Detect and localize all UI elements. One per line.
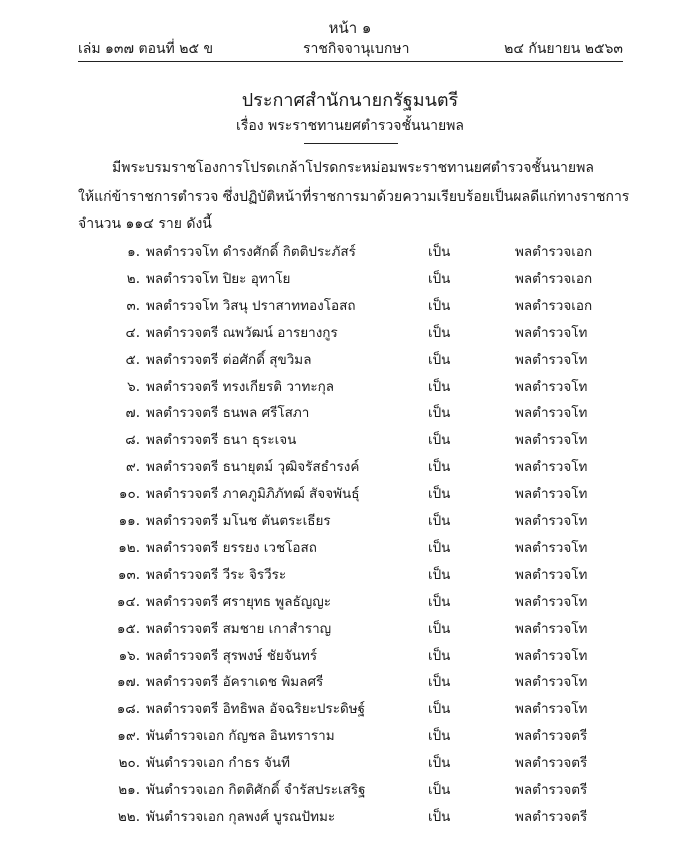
officer-name: พลตำรวจตรี มโนช ตันตระเธียร bbox=[146, 513, 331, 529]
officer-name: พลตำรวจตรี ณพวัฒน์ อารยางกูร bbox=[146, 324, 338, 341]
new-rank: พลตำรวจโท bbox=[515, 674, 588, 691]
officer-name: พลตำรวจตรี สมชาย เกาสำราญ bbox=[146, 620, 332, 637]
list-item bbox=[0, 697, 700, 723]
connector-word: เป็น bbox=[428, 566, 451, 583]
new-rank: พลตำรวจโท bbox=[515, 513, 588, 529]
connector-word: เป็น bbox=[428, 808, 451, 825]
list-item bbox=[0, 644, 700, 670]
officer-name: พลตำรวจตรี ธนพล ศรีโสภา bbox=[146, 405, 310, 422]
item-number: ๘. bbox=[125, 432, 140, 449]
item-number: ๙. bbox=[125, 459, 140, 476]
officer-name: พลตำรวจตรี ต่อศักดิ์ สุขวิมล bbox=[146, 351, 312, 368]
publication-name: ราชกิจจานุเบกษา bbox=[303, 41, 410, 57]
new-rank: พลตำรวจโท bbox=[515, 405, 588, 422]
list-item bbox=[0, 778, 700, 804]
new-rank: พลตำรวจโท bbox=[515, 539, 588, 556]
item-number: ๑๕. bbox=[116, 620, 140, 637]
item-number: ๖. bbox=[127, 378, 140, 395]
list-item bbox=[0, 617, 700, 643]
item-number: ๑๔. bbox=[116, 593, 140, 610]
connector-word: เป็น bbox=[428, 620, 451, 637]
item-number: ๒๒. bbox=[117, 808, 140, 825]
list-item bbox=[0, 348, 700, 374]
item-number: ๕. bbox=[125, 351, 140, 368]
connector-word: เป็น bbox=[428, 297, 451, 314]
new-rank: พลตำรวจเอก bbox=[515, 297, 593, 314]
item-number: ๑๒. bbox=[118, 539, 140, 556]
volume-issue: เล่ม ๑๓๗ ตอนที่ ๒๕ ข bbox=[78, 41, 214, 57]
list-item bbox=[0, 321, 700, 347]
item-number: ๒๑. bbox=[118, 782, 140, 798]
subject-divider bbox=[304, 143, 398, 144]
new-rank: พลตำรวจโท bbox=[515, 620, 588, 637]
list-item bbox=[0, 375, 700, 401]
item-number: ๑๘. bbox=[116, 701, 140, 718]
item-number: ๒. bbox=[126, 270, 140, 287]
officer-name: พลตำรวจโท ดำรงศักดิ์ กิตติประภัสร์ bbox=[146, 244, 356, 260]
list-item bbox=[0, 267, 700, 293]
new-rank: พลตำรวจโท bbox=[515, 566, 588, 583]
connector-word: เป็น bbox=[428, 513, 451, 529]
new-rank: พลตำรวจเอก bbox=[515, 270, 593, 287]
officer-name: พลตำรวจตรี ธนา ธุระเจน bbox=[146, 432, 297, 449]
item-number: ๑๐. bbox=[118, 486, 140, 503]
item-number: ๑๖. bbox=[118, 647, 140, 664]
officer-name: พลตำรวจตรี ธนายุตม์ วุฒิจรัสธำรงค์ bbox=[146, 459, 360, 476]
list-item bbox=[0, 805, 700, 831]
connector-word: เป็น bbox=[428, 755, 451, 772]
new-rank: พลตำรวจโท bbox=[515, 378, 588, 395]
officer-name: พลตำรวจตรี สุรพงษ์ ชัยจันทร์ bbox=[146, 647, 318, 664]
intro-line-3: จำนวน ๑๑๔ ราย ดังนี้ bbox=[78, 216, 212, 232]
publication-date: ๒๔ กันยายน ๒๕๖๓ bbox=[504, 41, 623, 57]
connector-word: เป็น bbox=[428, 593, 451, 610]
new-rank: พลตำรวจโท bbox=[515, 647, 588, 664]
list-item bbox=[0, 724, 700, 750]
new-rank: พลตำรวจตรี bbox=[515, 728, 588, 745]
connector-word: เป็น bbox=[428, 270, 451, 287]
connector-word: เป็น bbox=[428, 459, 451, 476]
officer-name: พลตำรวจตรี ทรงเกียรติ วาทะกุล bbox=[146, 378, 335, 395]
item-number: ๑๓. bbox=[117, 566, 140, 583]
connector-word: เป็น bbox=[428, 351, 451, 368]
list-item bbox=[0, 590, 700, 616]
officer-name: พันตำรวจเอก กุลพงศ์ บูรณปัทมะ bbox=[146, 808, 336, 825]
officer-name: พลตำรวจโท วิสนุ ปราสาททองโอสถ bbox=[146, 297, 356, 314]
list-item bbox=[0, 428, 700, 454]
item-number: ๑. bbox=[127, 244, 140, 260]
list-item bbox=[0, 509, 700, 535]
connector-word: เป็น bbox=[428, 647, 451, 664]
list-item bbox=[0, 563, 700, 589]
officer-name: พันตำรวจเอก กิตติศักดิ์ จำรัสประเสริฐ bbox=[146, 782, 366, 798]
new-rank: พลตำรวจโท bbox=[515, 486, 588, 503]
list-item bbox=[0, 670, 700, 696]
item-number: ๑๙. bbox=[117, 728, 140, 745]
item-number: ๑๗. bbox=[116, 674, 140, 691]
list-item bbox=[0, 482, 700, 508]
officer-name: พันตำรวจเอก กัญชล อินทราราม bbox=[146, 728, 335, 745]
new-rank: พลตำรวจโท bbox=[515, 459, 588, 476]
connector-word: เป็น bbox=[428, 539, 451, 556]
new-rank: พลตำรวจโท bbox=[515, 324, 588, 341]
connector-word: เป็น bbox=[428, 432, 451, 449]
page-number: หน้า ๑ bbox=[328, 19, 372, 37]
new-rank: พลตำรวจโท bbox=[515, 701, 588, 718]
item-number: ๗. bbox=[125, 405, 140, 422]
officer-name: พลตำรวจตรี ยรรยง เวชโอสถ bbox=[146, 539, 317, 556]
new-rank: พลตำรวจโท bbox=[515, 351, 588, 368]
officer-name: พลตำรวจโท ปิยะ อุทาโย bbox=[146, 270, 291, 287]
officer-name: พลตำรวจตรี อิทธิพล อัจฉริยะประดิษฐ์ bbox=[146, 701, 366, 718]
new-rank: พลตำรวจตรี bbox=[515, 782, 588, 798]
new-rank: พลตำรวจเอก bbox=[515, 244, 593, 260]
connector-word: เป็น bbox=[428, 486, 451, 503]
officer-name: พันตำรวจเอก กำธร จันที bbox=[146, 755, 290, 772]
item-number: ๔. bbox=[125, 324, 140, 341]
officer-name: พลตำรวจตรี ภาคภูมิภิภัทฒ์ สัจจพันธุ์ bbox=[146, 486, 360, 503]
officer-name: พลตำรวจตรี อัคราเดช พิมลศรี bbox=[146, 674, 324, 691]
announcement-subject: เรื่อง พระราชทานยศตำรวจชั้นนายพล bbox=[236, 118, 464, 134]
connector-word: เป็น bbox=[428, 782, 451, 798]
list-item bbox=[0, 536, 700, 562]
connector-word: เป็น bbox=[428, 701, 451, 718]
new-rank: พลตำรวจตรี bbox=[515, 755, 588, 772]
list-item bbox=[0, 240, 700, 266]
connector-word: เป็น bbox=[428, 378, 451, 395]
item-number: ๒๐. bbox=[118, 755, 140, 772]
connector-word: เป็น bbox=[428, 728, 451, 745]
connector-word: เป็น bbox=[428, 324, 451, 341]
item-number: ๑๑. bbox=[118, 513, 140, 529]
header-divider bbox=[78, 61, 623, 62]
list-item bbox=[0, 455, 700, 481]
list-item bbox=[0, 751, 700, 777]
announcement-title: ประกาศสำนักนายกรัฐมนตรี bbox=[241, 90, 459, 111]
item-number: ๓. bbox=[126, 297, 140, 314]
connector-word: เป็น bbox=[428, 405, 451, 422]
list-item bbox=[0, 401, 700, 427]
list-item bbox=[0, 294, 700, 320]
new-rank: พลตำรวจโท bbox=[515, 593, 588, 610]
connector-word: เป็น bbox=[428, 244, 451, 260]
new-rank: พลตำรวจโท bbox=[515, 432, 588, 449]
officer-name: พลตำรวจตรี วีระ จิรวีระ bbox=[146, 566, 287, 583]
gazette-header bbox=[78, 38, 623, 58]
new-rank: พลตำรวจตรี bbox=[515, 808, 588, 825]
officer-name: พลตำรวจตรี ศรายุทธ พูลธัญญะ bbox=[146, 593, 331, 610]
connector-word: เป็น bbox=[428, 674, 451, 691]
intro-line-1: มีพระบรมราชโองการโปรดเกล้าโปรดกระหม่อมพระราชทานยศตำรวจชั้นนายพล bbox=[112, 160, 594, 176]
intro-line-2: ให้แก่ข้าราชการตำรวจ ซึ่งปฏิบัติหน้าที่ราชการมาด้วยความเรียบร้อยเป็นผลดีแก่ทางราชการ bbox=[78, 189, 630, 205]
